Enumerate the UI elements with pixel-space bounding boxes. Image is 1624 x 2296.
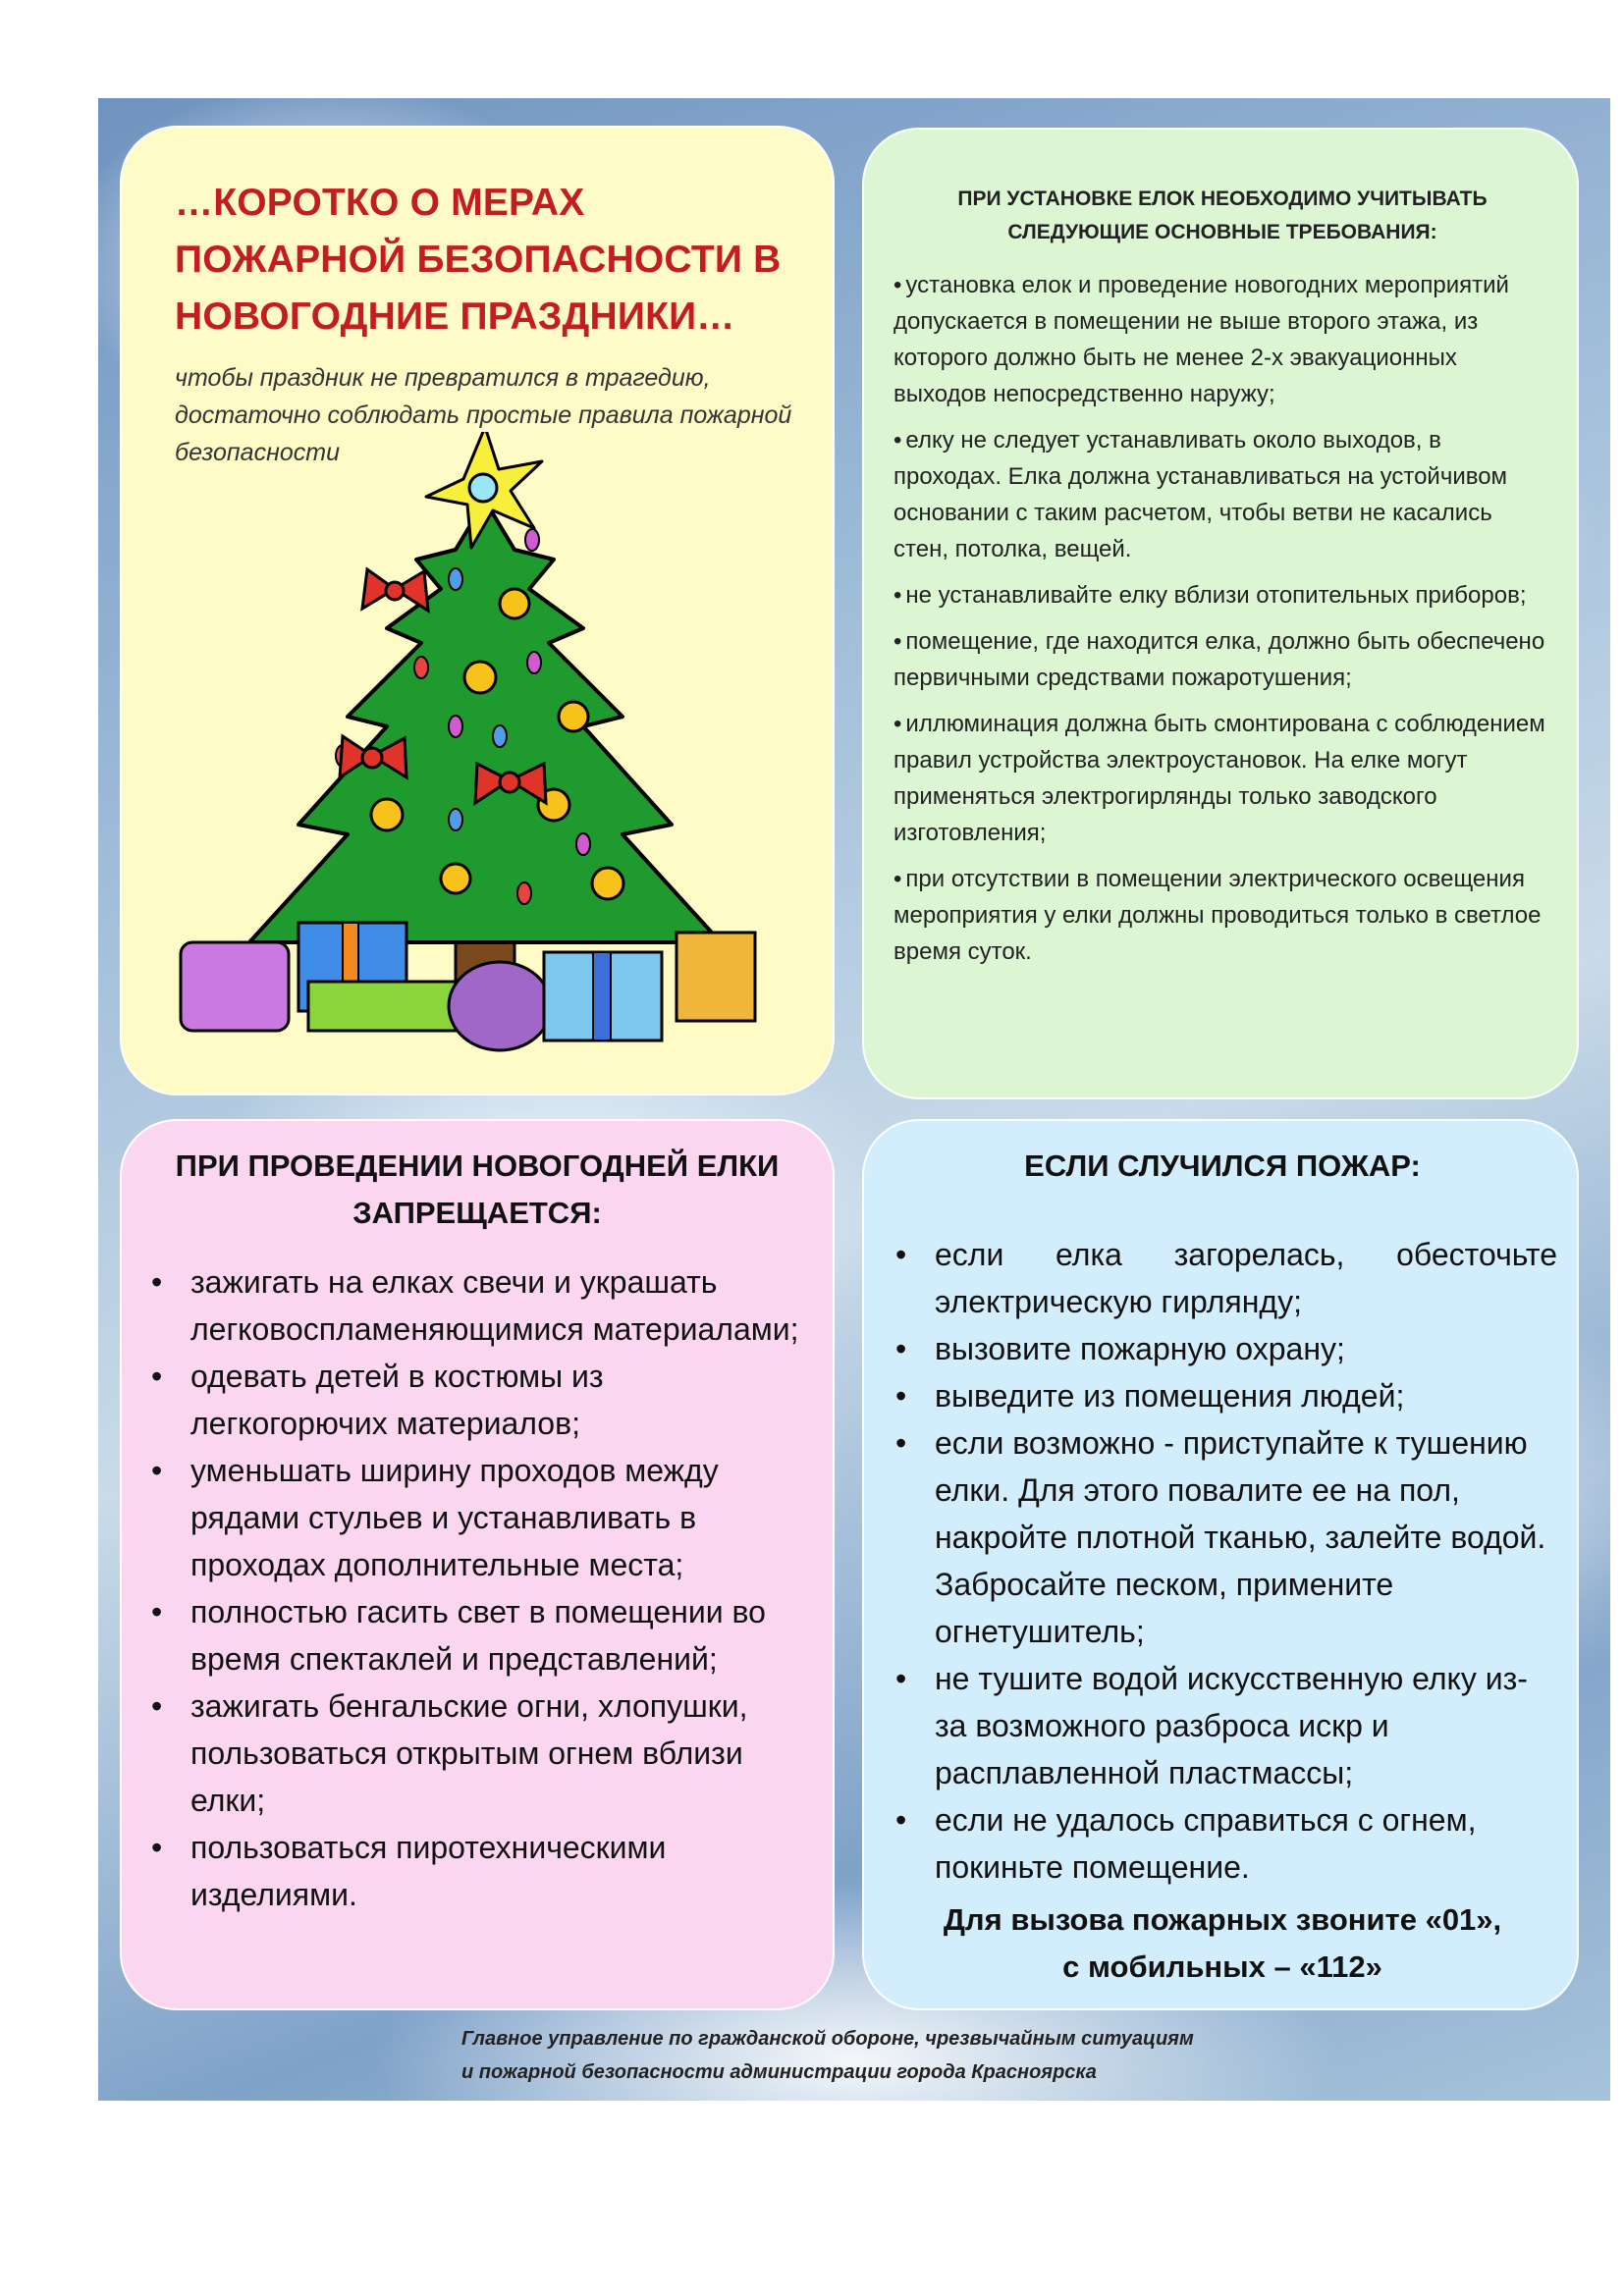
fire-actions-panel: [862, 1119, 1579, 2010]
list-item: • елку не следует устанавливать около выходов, в проходах. Елка должна устанавливаться на устойчивом основании с таким расчетом, чтобы ветви не касались стен, потолка, вещей.: [893, 422, 1551, 567]
list-item: • помещение, где находится елка, должно быть обеспечено первичными средствами пожаротушения;: [893, 623, 1551, 696]
list-item: • иллюминация должна быть смонтирована с соблюдением правил устройства электроустановок. На елке могут применяться электрогирлянды только заводского изготовления;: [893, 706, 1551, 851]
list-item: • одевать детей в костюмы из легкогорючих материалов;: [145, 1353, 803, 1447]
emergency-call-line-2: с мобильных – «112»: [1062, 1949, 1382, 1984]
list-item: • выведите из помещения людей;: [890, 1372, 1557, 1419]
list-item: • при отсутствии в помещении электрического освещения мероприятия у елки должны проводиться только в светлое время суток.: [893, 861, 1551, 970]
list-item: • установка елок и проведение новогодних мероприятий допускается в помещении не выше второго этажа, из которого должно быть не менее 2-х эвакуационных выходов непосредственно наружу;: [893, 267, 1551, 412]
footer-line-2: и пожарной безопасности администрации города Красноярска: [461, 2061, 1097, 2083]
emergency-call-info: [884, 1896, 1561, 1991]
requirements-heading: ПРИ УСТАНОВКЕ ЕЛОК НЕОБХОДИМО УЧИТЫВАТЬ СЛЕДУЮЩИЕ ОСНОВНЫЕ ТРЕБОВАНИЯ:: [957, 187, 1488, 243]
list-item: • зажигать на елках свечи и украшать легковоспламеняющимися материалами;: [145, 1258, 803, 1353]
list-item: • пользоваться пиротехническими изделиями.: [145, 1824, 803, 1918]
prohibitions-list: [145, 1258, 803, 1918]
christmas-tree-illustration: [161, 432, 809, 1070]
footer-line-1: Главное управление по гражданской обороне, чрезвычайным ситуациям: [461, 2028, 1194, 2050]
list-item: • если не удалось справиться с огнем, покиньте помещение.: [890, 1796, 1557, 1891]
list-item: • не тушите водой искусственную елку из-за возможного разброса искр и расплавленной пластмассы;: [890, 1655, 1557, 1796]
poster: [98, 98, 1610, 2101]
list-item: • вызовите пожарную охрану;: [890, 1325, 1557, 1372]
page-title: …КОРОТКО О МЕРАХ ПОЖАРНОЙ БЕЗОПАСНОСТИ В НОВОГОДНИЕ ПРАЗДНИКИ…: [175, 182, 782, 338]
list-item: • если возможно - приступайте к тушению елки. Для этого повалите ее на пол, накройте плотной тканью, залейте водой. Забросайте песком, примените огнетушитель;: [890, 1419, 1557, 1655]
requirements-panel: [862, 128, 1579, 1099]
prohibitions-panel: [120, 1119, 835, 2010]
fire-actions-heading: ЕСЛИ СЛУЧИЛСЯ ПОЖАР:: [1024, 1148, 1421, 1183]
list-item: • полностью гасить свет в помещении во время спектаклей и представлений;: [145, 1588, 803, 1682]
list-item: • зажигать бенгальские огни, хлопушки, пользоваться открытым огнем вблизи елки;: [145, 1682, 803, 1824]
prohibitions-heading: ПРИ ПРОВЕДЕНИИ НОВОГОДНЕЙ ЕЛКИ ЗАПРЕЩАЕТСЯ:: [175, 1148, 780, 1230]
fire-actions-list: [890, 1231, 1557, 1891]
intro-subtitle: чтобы праздник не превратился в трагедию, достаточно соблюдать простые правила пожарной безопасности: [175, 364, 792, 466]
requirements-list: [893, 267, 1551, 980]
list-item: • если елка загорелась, обесточьте электрическую гирлянду;: [890, 1231, 1557, 1325]
footer-credit: [461, 2022, 1443, 2089]
list-item: • уменьшать ширину проходов между рядами стульев и устанавливать в проходах дополнительные места;: [145, 1447, 803, 1588]
intro-panel: [120, 126, 835, 1095]
emergency-call-line-1: Для вызова пожарных звоните «01»,: [943, 1902, 1502, 1937]
list-item: • не устанавливайте елку вблизи отопительных приборов;: [893, 577, 1551, 614]
